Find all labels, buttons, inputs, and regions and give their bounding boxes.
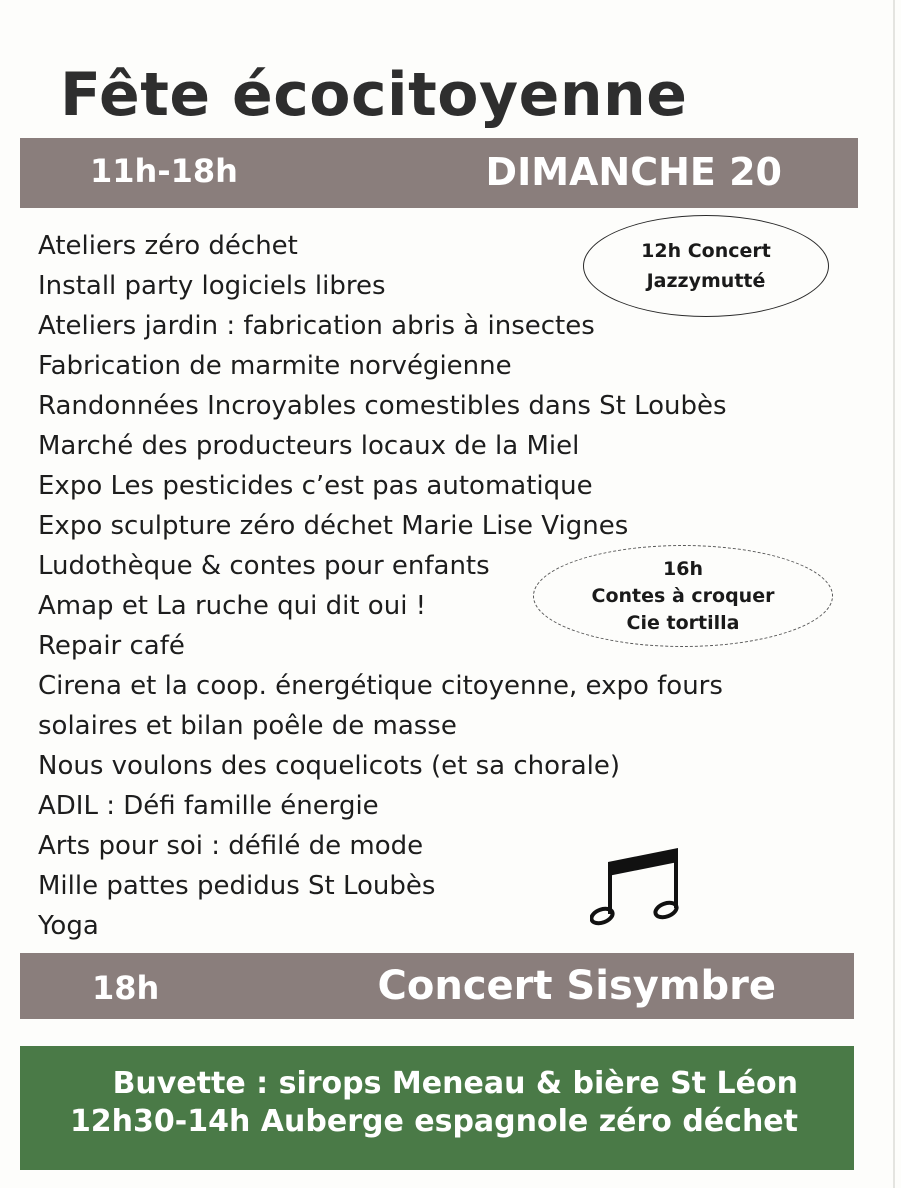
contes-bubble-company: Cie tortilla bbox=[626, 611, 740, 634]
list-item: Mille pattes pedidus St Loubès bbox=[38, 871, 436, 901]
list-item: Expo Les pesticides c’est pas automatique bbox=[38, 471, 593, 501]
evening-band bbox=[20, 953, 854, 1019]
list-item: Expo sculpture zéro déchet Marie Lise Vignes bbox=[38, 511, 629, 541]
header-time: 11h-18h bbox=[90, 152, 238, 190]
list-item: Repair café bbox=[38, 631, 185, 661]
buvette-band bbox=[20, 1046, 854, 1170]
buvette-line-2: 12h30-14h Auberge espagnole zéro déchet bbox=[69, 1104, 798, 1139]
header-day: DIMANCHE 20 bbox=[485, 150, 782, 194]
music-note-icon bbox=[590, 842, 690, 932]
concert-bubble bbox=[583, 215, 829, 317]
list-item: Ateliers zéro déchet bbox=[38, 231, 298, 261]
evening-event: Concert Sisymbre bbox=[377, 963, 776, 1009]
evening-time: 18h bbox=[92, 969, 160, 1007]
list-item: solaires et bilan poêle de masse bbox=[38, 711, 457, 741]
list-item: Fabrication de marmite norvégienne bbox=[38, 351, 512, 381]
list-item: Install party logiciels libres bbox=[38, 271, 386, 301]
list-item: Yoga bbox=[38, 911, 99, 941]
list-item: Cirena et la coop. énergétique citoyenne, expo fours bbox=[38, 671, 723, 701]
list-item: Randonnées Incroyables comestibles dans St Loubès bbox=[38, 391, 727, 421]
list-item: Nous voulons des coquelicots (et sa chorale) bbox=[38, 751, 620, 781]
contes-bubble bbox=[533, 545, 833, 647]
contes-bubble-title: Contes à croquer bbox=[591, 584, 775, 607]
list-item: ADIL : Défi famille énergie bbox=[38, 791, 379, 821]
list-item: Arts pour soi : défilé de mode bbox=[38, 831, 424, 861]
list-item: Marché des producteurs locaux de la Miel bbox=[38, 431, 580, 461]
list-item: Amap et La ruche qui dit oui ! bbox=[38, 591, 427, 621]
contes-bubble-time: 16h bbox=[663, 557, 703, 580]
page-title: Fête écocitoyenne bbox=[60, 60, 688, 130]
list-item: Ateliers jardin : fabrication abris à insectes bbox=[38, 311, 595, 341]
list-item: Ludothèque & contes pour enfants bbox=[38, 551, 490, 581]
page-edge bbox=[893, 0, 895, 1188]
concert-bubble-time: 12h Concert bbox=[641, 240, 771, 262]
concert-bubble-name: Jazzymutté bbox=[646, 270, 766, 292]
buvette-line-1: Buvette : sirops Meneau & bière St Léon bbox=[112, 1066, 798, 1101]
header-band bbox=[20, 138, 858, 208]
